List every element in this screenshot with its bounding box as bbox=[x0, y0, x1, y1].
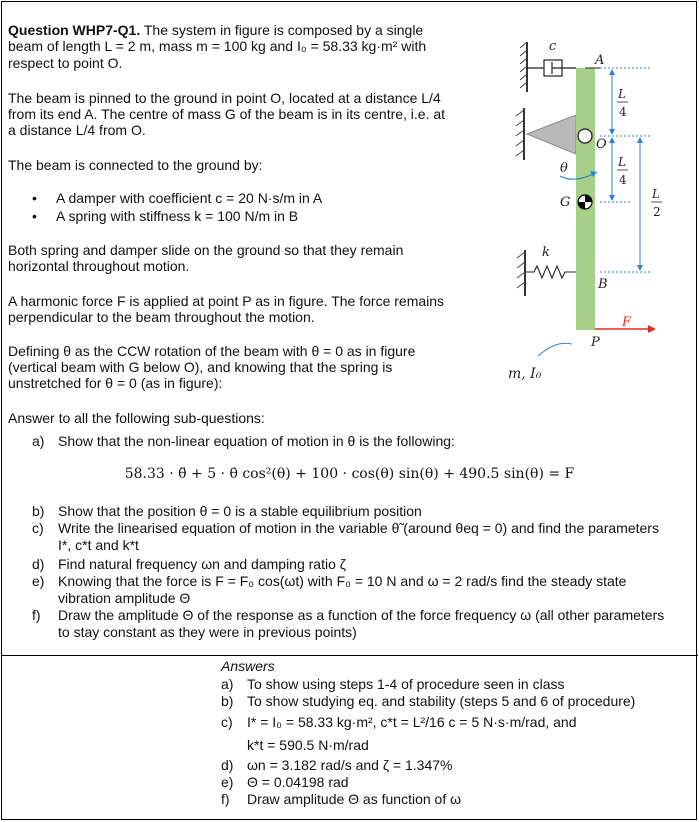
subquestion-c: c) Write the linearised equation of motion in the variable θ̃ (around θeq = 0) and find the parameters bbox=[32, 520, 659, 536]
mass-pointer bbox=[538, 343, 572, 356]
label-o: O bbox=[596, 137, 607, 152]
answer-b: b) To show studying eq. and stability (steps 5 and 6 of procedure) bbox=[221, 693, 636, 709]
answer-f: f) Draw amplitude Θ as function of ω bbox=[221, 791, 462, 807]
answer-d: d) ωn = 3.182 rad/s and ζ = 1.347% bbox=[221, 757, 453, 773]
force-paragraph-l1: A harmonic force F is applied at point P as in figure. The force remains bbox=[8, 293, 445, 309]
question-title: Question WHP7-Q1. bbox=[8, 22, 141, 38]
force-paragraph-l2: perpendicular to the beam throughout the motion. bbox=[8, 309, 315, 325]
pin-paragraph-l3: a distance L/4 from O. bbox=[8, 122, 146, 138]
label-a: A bbox=[595, 53, 605, 68]
answer-c: c) I* = I₀ = 58.33 kg·m², c*t = L²/16 c = 5 N·s·m/rad, and bbox=[221, 714, 577, 730]
answer-e: e) Θ = 0.04198 rad bbox=[221, 774, 349, 790]
label-f: F bbox=[622, 315, 632, 330]
subquestion-f: f) Draw the amplitude Θ of the response as a function of the force frequency ω (all other parameters bbox=[32, 607, 665, 623]
bullet-damper: • A damper with coefficient c = 20 N·s/m in A bbox=[32, 190, 323, 206]
damper-wall bbox=[520, 42, 527, 92]
equation-of-motion: 58.33 · θ̈ + 5 · θ̇ cos²(θ) + 100 · cos(θ) sin(θ) + 490.5 sin(θ) = F bbox=[124, 466, 575, 482]
spring-wall bbox=[517, 250, 525, 296]
dim-2-lower: 2 bbox=[653, 205, 661, 219]
center-of-mass-icon bbox=[578, 195, 592, 209]
pivot-o bbox=[578, 129, 592, 143]
subquestion-b: b) Show that the position θ = 0 is a stable equilibrium position bbox=[32, 503, 422, 519]
dim-4-middle: 4 bbox=[619, 173, 627, 187]
intro-line-3: respect to point O. bbox=[8, 55, 123, 71]
subquestion-e-line2: vibration amplitude Θ bbox=[58, 590, 191, 606]
bullet-spring: • A spring with stiffness k = 100 N/m in B bbox=[32, 208, 299, 224]
pin-paragraph-l1: The beam is pinned to the ground in point O, located at a distance L/4 bbox=[8, 90, 441, 106]
dim-l-lower: L bbox=[652, 187, 660, 201]
connections-paragraph: The beam is connected to the ground by: bbox=[8, 157, 263, 173]
answers-divider bbox=[1, 655, 698, 656]
label-p: P bbox=[591, 335, 600, 350]
intro-line-2: beam of length L = 2 m, mass m = 100 kg and I₀ = 58.33 kg·m² with bbox=[8, 38, 427, 54]
sliding-paragraph-l2: horizontal throughout motion. bbox=[8, 258, 190, 274]
pin-support bbox=[516, 108, 576, 160]
subquestion-e: e) Knowing that the force is F = F₀ cos(ωt) with F₀ = 10 N and ω = 2 rad/s find the steady state bbox=[32, 573, 627, 589]
sliding-paragraph-l1: Both spring and damper slide on the ground so that they remain bbox=[8, 242, 404, 258]
dim-l-middle: L bbox=[618, 155, 626, 169]
pin-paragraph-l2: from its end A. The centre of mass G of the beam is in its centre, i.e. at bbox=[8, 106, 446, 122]
subquestion-c-line2: I*, c*t and k*t bbox=[58, 537, 139, 553]
dim-4-upper: 4 bbox=[619, 105, 627, 119]
label-b: B bbox=[598, 277, 608, 292]
answer-c-line2: k*t = 590.5 N·m/rad bbox=[247, 737, 369, 753]
answer-a: a) To show using steps 1-4 of procedure seen in class bbox=[221, 676, 565, 692]
label-k: k bbox=[542, 245, 550, 260]
theta-paragraph-l3: unstretched for θ = 0 (as in figure): bbox=[8, 375, 223, 391]
subquestion-d: d) Find natural frequency ωn and damping ratio ζ bbox=[32, 556, 346, 572]
answers-heading: Answers bbox=[221, 658, 275, 674]
damper-label: c bbox=[549, 39, 557, 54]
theta-paragraph-l2: (vertical beam with G below O), and knowing that the spring is bbox=[8, 359, 393, 375]
intro-line-1: Question WHP7-Q1. The system in figure is composed by a single bbox=[8, 22, 424, 38]
label-theta: θ bbox=[560, 161, 568, 176]
subquestion-a: a) Show that the non-linear equation of motion in θ is the following: bbox=[32, 433, 455, 449]
label-mass-inertia: m, I₀ bbox=[508, 366, 542, 382]
label-g: G bbox=[560, 195, 571, 210]
spring bbox=[525, 266, 576, 278]
answer-all-heading: Answer to all the following sub-questions: bbox=[8, 410, 265, 426]
subquestion-f-line2: to stay constant as they were in previous points) bbox=[58, 624, 357, 640]
damper bbox=[527, 60, 576, 76]
dim-l-upper: L bbox=[618, 87, 626, 101]
theta-paragraph-l1: Defining θ as the CCW rotation of the beam with θ = 0 as in figure bbox=[8, 343, 416, 359]
